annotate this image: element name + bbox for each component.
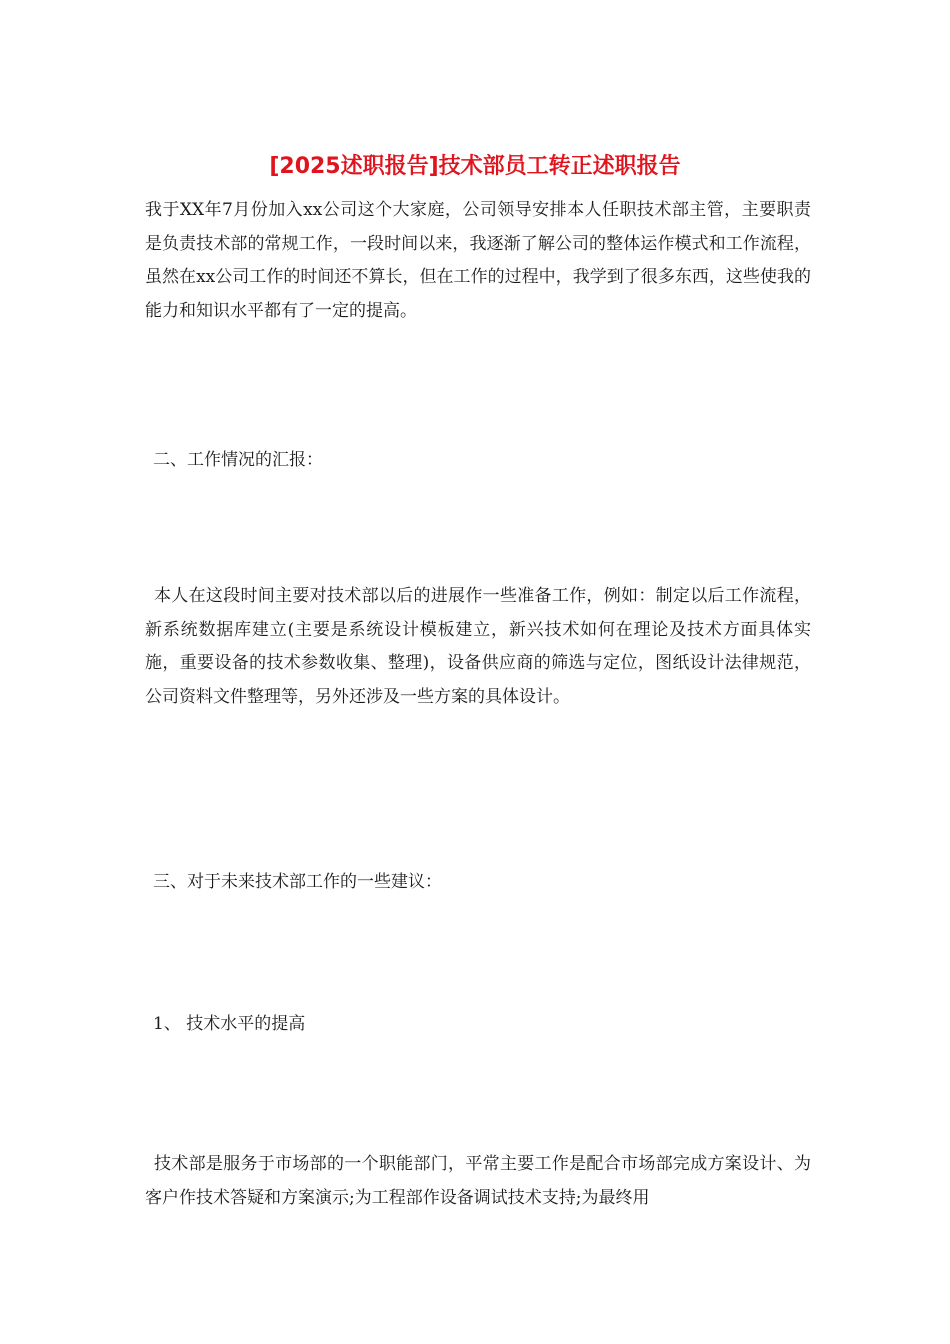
intro-paragraph: 我于XX年7月份加入xx公司这个大家庭，公司领导安排本人任职技术部主管，主要职责是负责技术部的常规工作，一段时间以来，我逐渐了解公司的整体运作模式和工作流程，虽然在xx公司工作的时间还不算长，但在工作的过程中，我学到了很多东西，这些使我的能力和知识水平都有了一定的提高。 [145, 200, 811, 321]
tech-level-paragraph: 技术部是服务于市场部的一个职能部门，平常主要工作是配合市场部完成方案设计、为客户作技术答疑和方案演示;为工程部作设备调试技术支持;为最终用 [145, 1154, 811, 1208]
subsection-heading-tech-level: 1、 技术水平的提高 [153, 1014, 306, 1034]
section-heading-suggestions: 三、对于未来技术部工作的一些建议： [153, 872, 442, 892]
section-heading-work-report: 二、工作情况的汇报： [153, 450, 323, 470]
document-title: [2025述职报告]技术部员工转正述职报告 [269, 154, 681, 179]
work-report-paragraph: 本人在这段时间主要对技术部以后的进展作一些准备工作，例如：制定以后工作流程，新系统数据库建立(主要是系统设计模板建立，新兴技术如何在理论及技术方面具体实施，重要设备的技术参数收集、整理)，设备供应商的筛选与定位，图纸设计法律规范，公司资料文件整理等，另外还涉及一些方案的具体设计。 [145, 586, 811, 707]
